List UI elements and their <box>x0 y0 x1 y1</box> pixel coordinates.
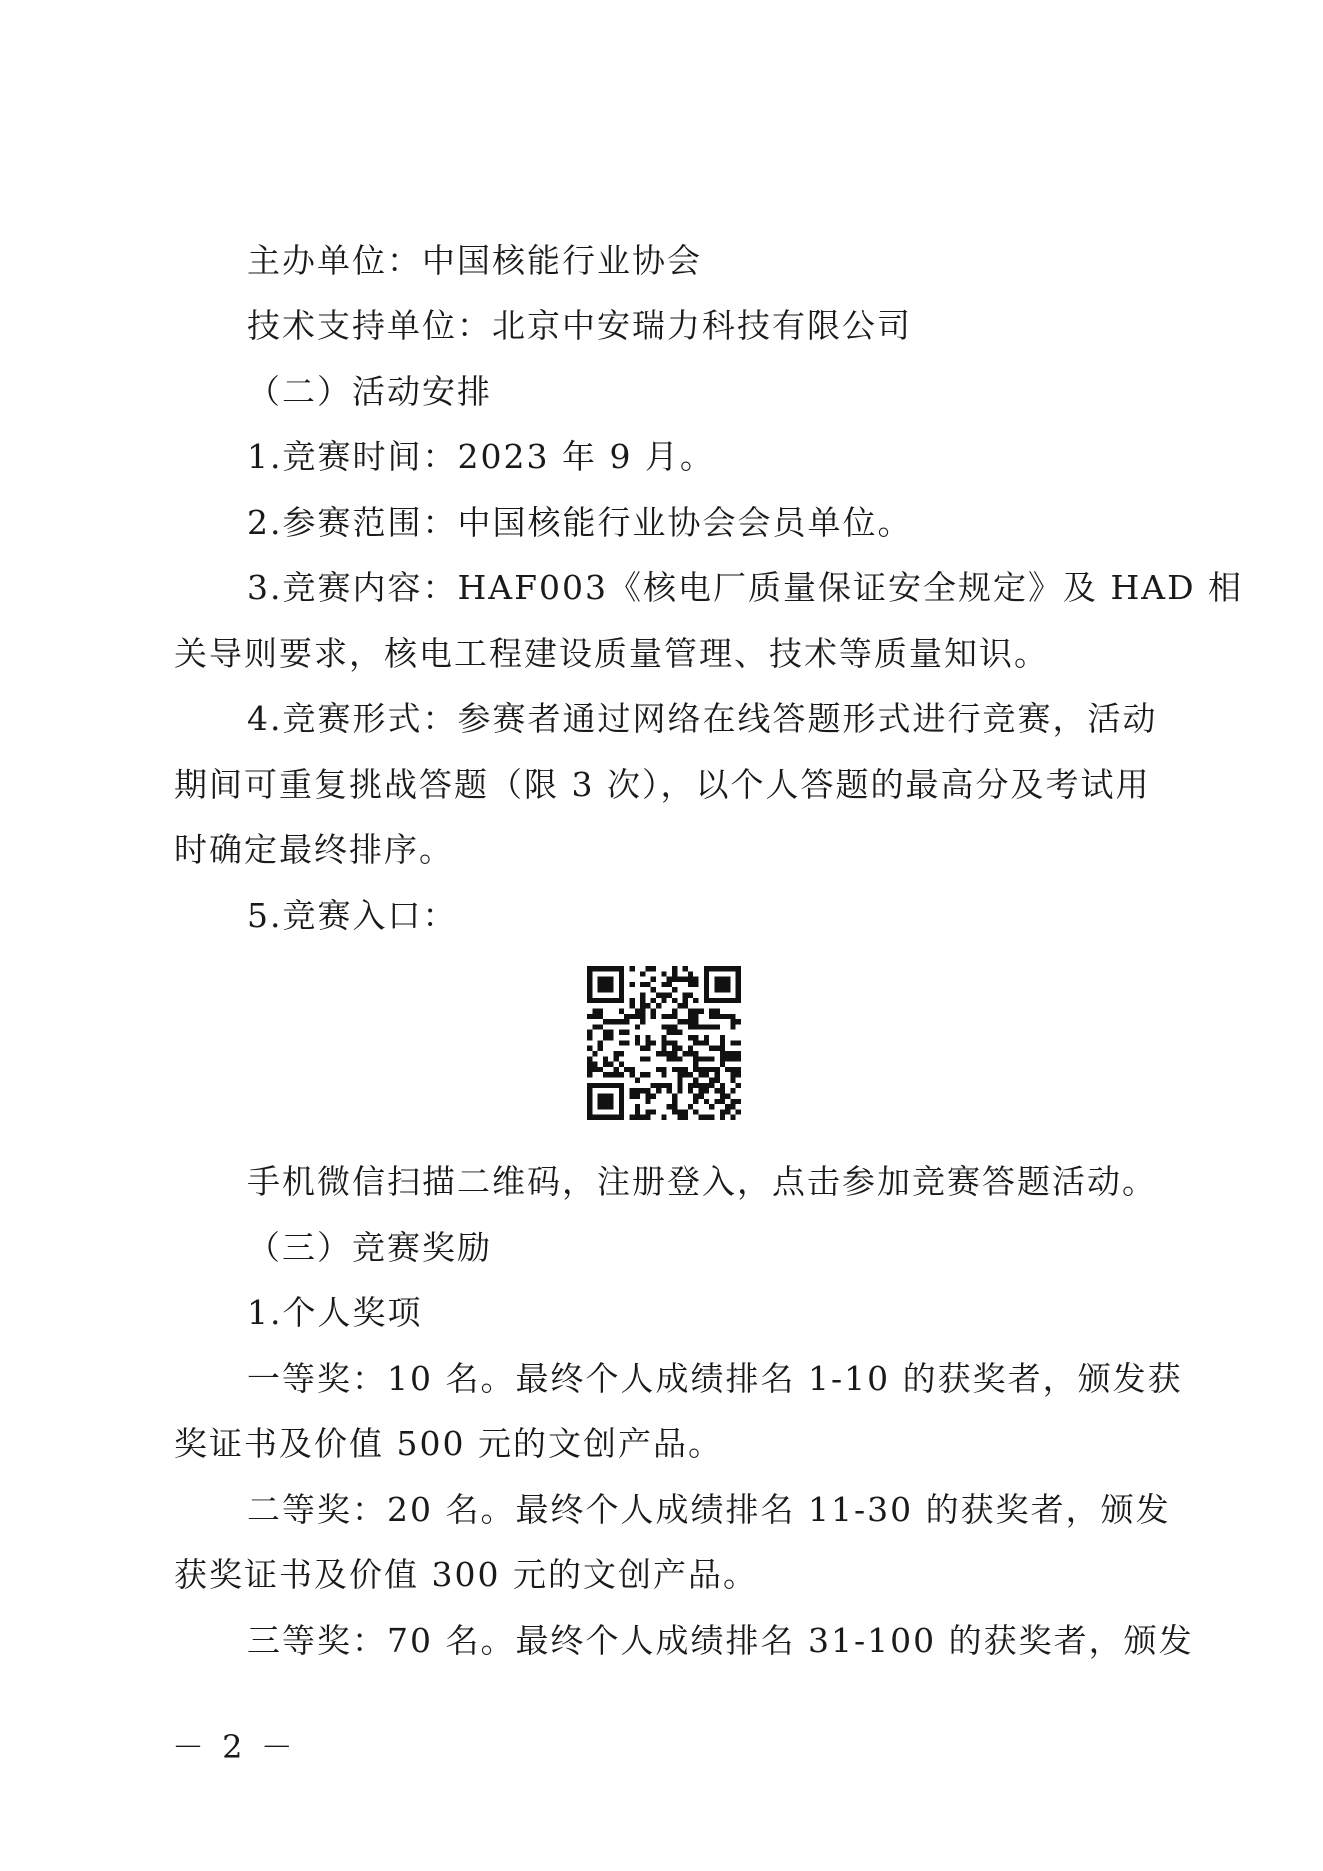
organizer-line: 主办单位：中国核能行业协会 <box>247 241 702 280</box>
second-prize-line-2: 获奖证书及价值 300 元的文创产品。 <box>174 1555 758 1594</box>
section-heading-rewards: （三）竞赛奖励 <box>247 1228 492 1267</box>
scan-instruction-line: 手机微信扫描二维码，注册登入，点击参加竞赛答题活动。 <box>247 1162 1157 1201</box>
competition-content-line-2: 关导则要求，核电工程建设质量管理、技术等质量知识。 <box>174 634 1049 673</box>
competition-format-line: 4.竞赛形式：参赛者通过网络在线答题形式进行竞赛，活动 <box>247 699 1158 738</box>
participation-scope-line: 2.参赛范围：中国核能行业协会会员单位。 <box>247 503 913 542</box>
first-prize-line: 一等奖：10 名。最终个人成绩排名 1-10 的获奖者，颁发获 <box>247 1359 1183 1398</box>
competition-content-line: 3.竞赛内容：HAF003《核电厂质量保证安全规定》及 HAD 相 <box>247 568 1244 607</box>
third-prize-line: 三等奖：70 名。最终个人成绩排名 31-100 的获奖者，颁发 <box>247 1621 1194 1660</box>
section-heading-activity: （二）活动安排 <box>247 372 492 411</box>
qr-code-image[interactable] <box>587 966 741 1120</box>
competition-time-line: 1.竞赛时间：2023 年 9 月。 <box>247 437 715 476</box>
competition-entry-line: 5.竞赛入口： <box>247 896 458 935</box>
individual-awards-heading: 1.个人奖项 <box>247 1293 423 1332</box>
second-prize-line: 二等奖：20 名。最终个人成绩排名 11-30 的获奖者，颁发 <box>247 1490 1171 1529</box>
page-number: － 2 － <box>172 1728 297 1766</box>
tech-support-line: 技术支持单位：北京中安瑞力科技有限公司 <box>247 306 912 345</box>
first-prize-line-2: 奖证书及价值 500 元的文创产品。 <box>174 1424 723 1463</box>
competition-format-line-3: 时确定最终排序。 <box>174 830 454 869</box>
qr-code-icon <box>587 966 741 1120</box>
competition-format-line-2: 期间可重复挑战答题（限 3 次），以个人答题的最高分及考试用 <box>174 765 1151 804</box>
